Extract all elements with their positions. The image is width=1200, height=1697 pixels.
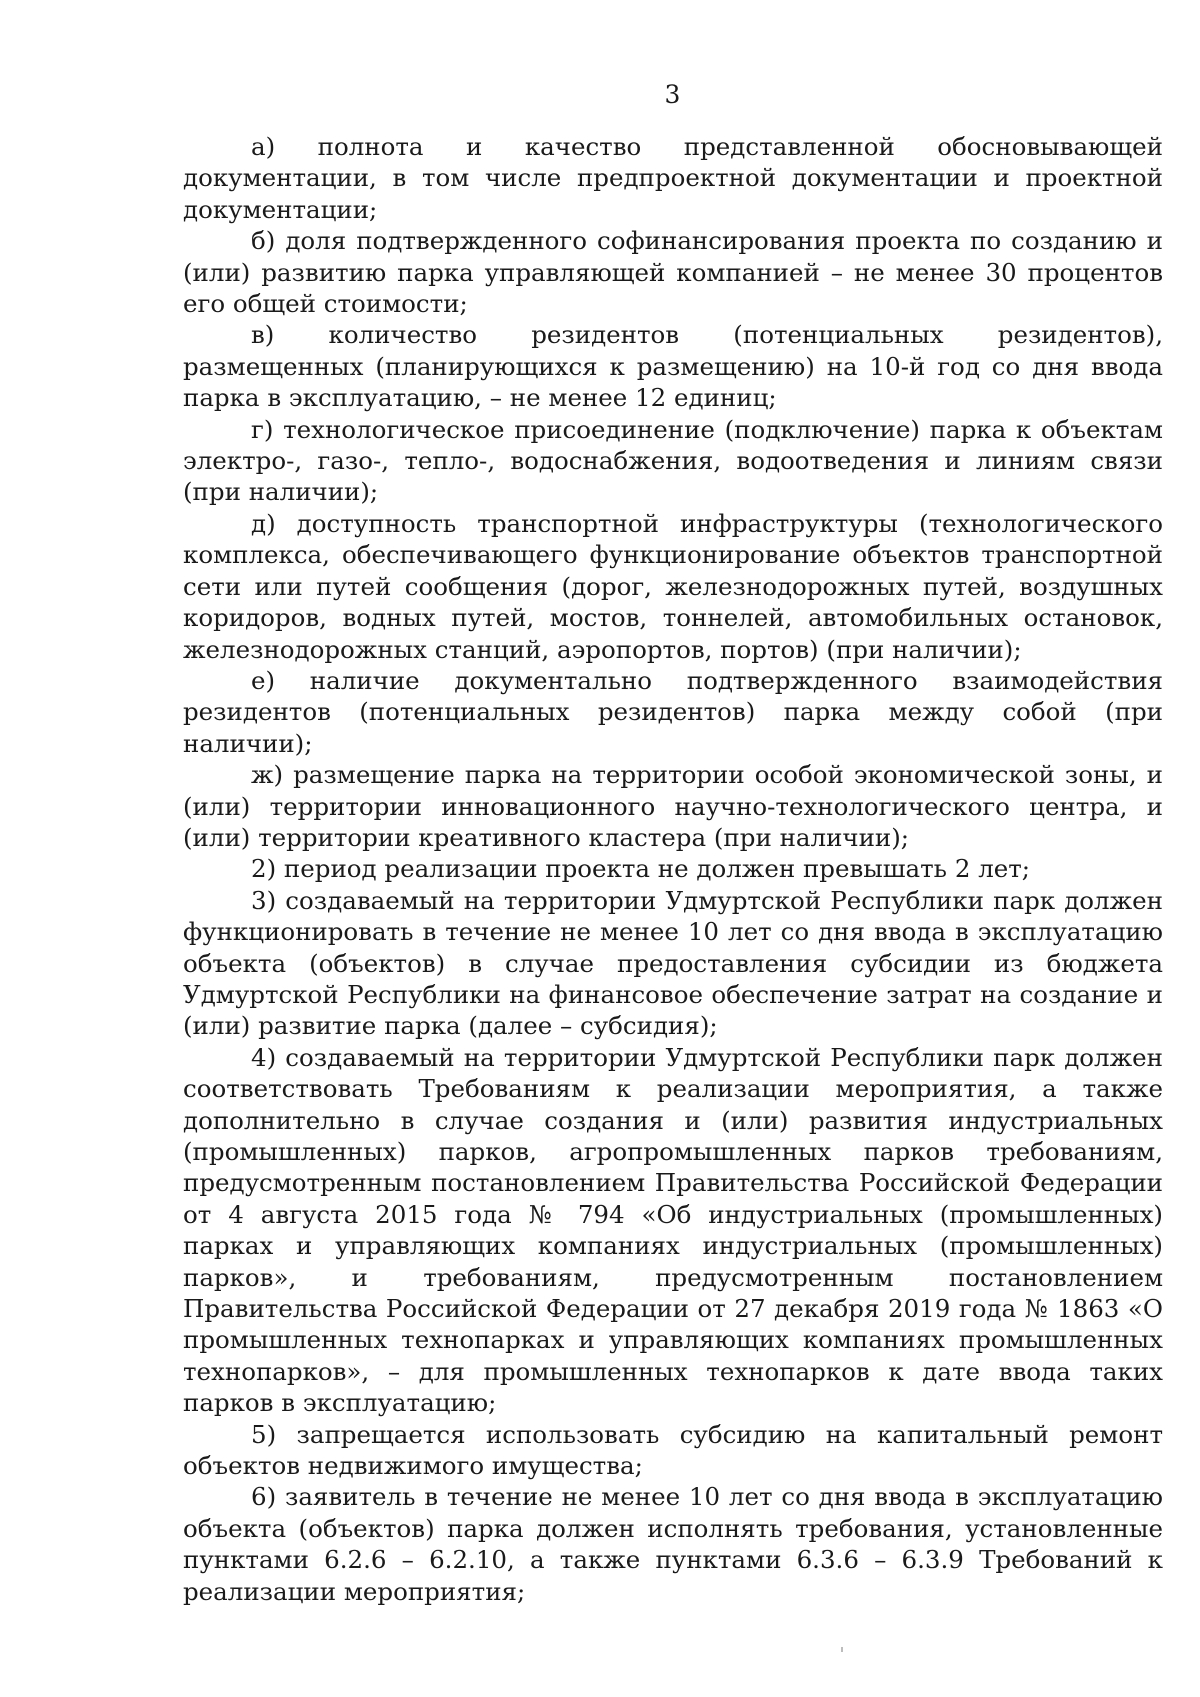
paragraph-5: 5) запрещается использовать субсидию на капитальный ремонт объектов недвижимого имущества;	[183, 1419, 1163, 1481]
paragraph-g: г) технологическое присоединение (подключение) парка к объектам электро-, газо-, тепло-, водоснабжения, водоотведения и линиям связи (при наличии);	[183, 414, 1163, 507]
paragraph-2: 2) период реализации проекта не должен превышать 2 лет;	[251, 854, 1031, 884]
paragraph-3: 3) создаваемый на территории Удмуртской Республики парк должен функционировать в течение не менее 10 лет со дня ввода в эксплуатацию объекта (объектов) в случае предоставления субсидии из бюджета Удмуртской Республики на финансовое обеспечение затрат на создание и (или) развитие парка (далее – субсидия);	[183, 885, 1163, 1041]
paragraph-a: а) полнота и качество представленной обосновывающей документации, в том числе предпроектной документации и проектной документации;	[183, 132, 1163, 224]
paragraph-6: 6) заявитель в течение не менее 10 лет со дня ввода в эксплуатацию объекта (объектов) парка должен исполнять требования, установленные пунктами 6.2.6 – 6.2.10, а также пунктами 6.3.6 – 6.3.9 Требований к реализации мероприятия;	[183, 1482, 1163, 1606]
page-number: 3	[664, 80, 681, 109]
paragraph-v: в) количество резидентов (потенциальных резидентов), размещенных (планирующихся к размещению) на 10-й год со дня ввода парка в эксплуатацию, – не менее 12 единиц;	[183, 320, 1163, 413]
scan-speck	[841, 1647, 843, 1652]
paragraph-b: б) доля подтвержденного софинансирования проекта по созданию и (или) развитию парка управляющей компанией – не менее 30 процентов его общей стоимости;	[183, 226, 1163, 319]
paragraph-e: е) наличие документально подтвержденного взаимодействия резидентов (потенциальных резидентов) парка между собой (при наличии);	[183, 665, 1163, 758]
document-body	[183, 131, 1163, 1607]
paragraph-zh: ж) размещение парка на территории особой экономической зоны, и (или) территории инновационного научно-технологического центра, и (или) территории креативного кластера (при наличии);	[183, 760, 1163, 852]
paragraph-d: д) доступность транспортной инфраструктуры (технологического комплекса, обеспечивающего функционирование объектов транспортной сети или путей сообщения (дорог, железнодорожных путей, воздушных коридоров, водных путей, мостов, тоннелей, автомобильных остановок, железнодорожных станций, аэропортов, портов) (при наличии);	[183, 508, 1163, 664]
paragraph-4: 4) создаваемый на территории Удмуртской Республики парк должен соответствовать Требованиям к реализации мероприятия, а также дополнительно в случае создания и (или) развития индустриальных (промышленных) парков, агропромышленных парков требованиям, предусмотренным постановлением Правительства Российской Федерации от 4 августа 2015 года № 794 «Об индустриальных (промышленных) парках и управляющих компаниях индустриальных (промышленных) парков», и требованиям, предусмотренным постановлением Правительства Российской Федерации от 27 декабря 2019 года № 1863 «О промышленных технопарках и управляющих компаниях промышленных технопарков», – для промышленных технопарков к дате ввода таких парков в эксплуатацию;	[183, 1042, 1163, 1418]
